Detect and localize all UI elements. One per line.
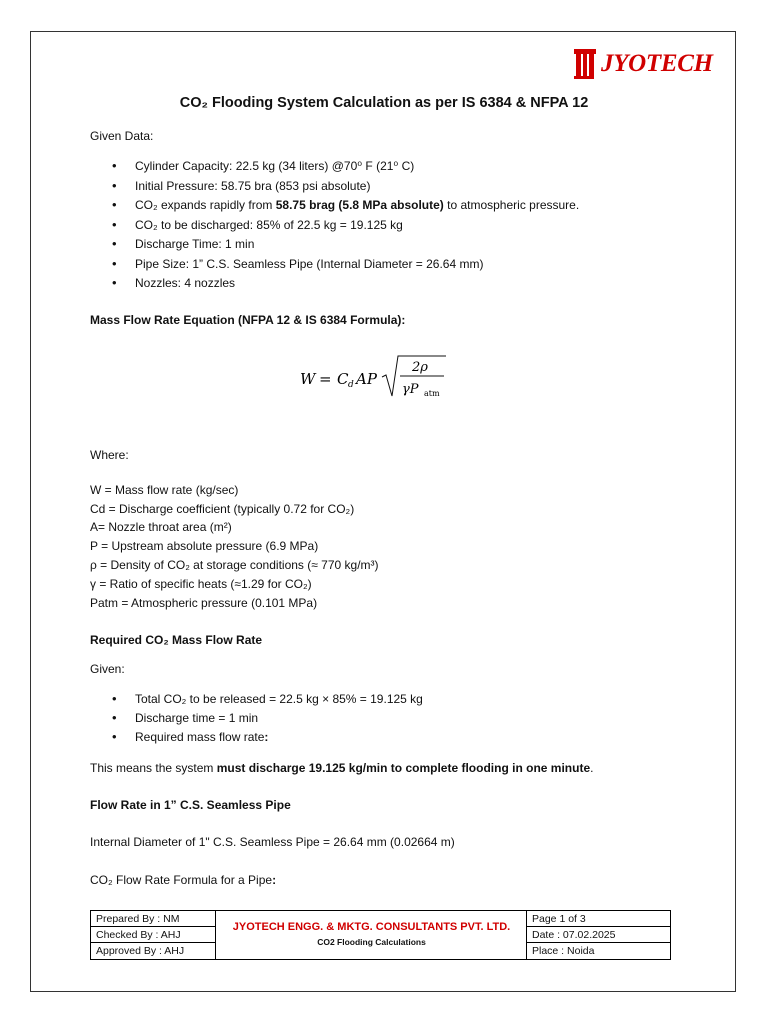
formula-numerator: 2ρ bbox=[412, 360, 428, 375]
list-item: • CO₂ to be discharged: 85% of 22.5 kg = 19.125 kg bbox=[110, 217, 579, 233]
footer-checked-by: Checked By : AHJ bbox=[96, 929, 181, 941]
definition-p: P = Upstream absolute pressure (6.9 MPa) bbox=[90, 539, 319, 553]
formula-lhs: W bbox=[300, 370, 316, 388]
definition-rho: ρ = Density of CO₂ at storage conditions (≈ 770 kg/m³) bbox=[90, 558, 379, 572]
list-item: • Initial Pressure: 58.75 bra (853 psi absolute) bbox=[110, 178, 579, 194]
definition-cd: Cd = Discharge coefficient (typically 0.72 for CO₂) bbox=[90, 502, 355, 516]
page-title: CO₂ Flooding System Calculation as per IS 6384 & NFPA 12 bbox=[179, 95, 589, 111]
footer-approved-by: Approved By : AHJ bbox=[96, 945, 185, 957]
footer-company-name: JYOTECH ENGG. & MKTG. CONSULTANTS PVT. LTD. bbox=[232, 921, 511, 933]
list-item: • Nozzles: 4 nozzles bbox=[110, 275, 579, 291]
means-statement: This means the system must discharge 19.125 kg/min to complete flooding in one minute. bbox=[90, 761, 594, 775]
definition-gamma: γ = Ratio of specific heats (≈1.29 for CO₂) bbox=[90, 577, 312, 591]
required-flow-heading: Required CO₂ Mass Flow Rate bbox=[90, 633, 263, 647]
formula-denominator: γP bbox=[402, 382, 419, 397]
footer-page-number: Page 1 of 3 bbox=[532, 913, 586, 925]
where-label: Where: bbox=[90, 448, 129, 462]
jyotech-logo-icon bbox=[573, 47, 597, 81]
pipe-flow-heading: Flow Rate in 1” C.S. Seamless Pipe bbox=[90, 798, 291, 812]
definition-a: A= Nozzle throat area (m²) bbox=[90, 520, 232, 534]
formula-ap: AP bbox=[356, 370, 377, 388]
pipe-diameter-text: Internal Diameter of 1" C.S. Seamless Pipe = 26.64 mm (0.02664 m) bbox=[90, 835, 455, 849]
given-data-label: Given Data: bbox=[90, 129, 154, 143]
formula-cd: C bbox=[337, 370, 349, 388]
definition-w: W = Mass flow rate (kg/sec) bbox=[90, 483, 239, 497]
list-item: • Cylinder Capacity: 22.5 kg (34 liters) @70⁰ F (21⁰ C) bbox=[110, 158, 579, 174]
list-item: • Total CO₂ to be released = 22.5 kg × 85% = 19.125 kg bbox=[110, 691, 423, 707]
list-item: • CO₂ expands rapidly from 58.75 brag (5.8 MPa absolute) to atmospheric pressure. bbox=[110, 197, 579, 213]
list-item: • Pipe Size: 1” C.S. Seamless Pipe (Internal Diameter = 26.64 mm) bbox=[110, 256, 579, 272]
formula-denominator-sub: atm bbox=[424, 389, 440, 398]
mass-flow-formula bbox=[296, 352, 456, 406]
definition-patm: Patm = Atmospheric pressure (0.101 MPa) bbox=[90, 596, 318, 610]
given-data-list bbox=[110, 158, 579, 291]
formula-cd-sub: d bbox=[348, 380, 354, 390]
list-item: • Required mass flow rate: bbox=[110, 729, 423, 745]
given-label: Given: bbox=[90, 662, 125, 676]
footer-table bbox=[90, 910, 671, 960]
footer-document-subtitle: CO2 Flooding Calculations bbox=[317, 937, 426, 947]
required-items-list bbox=[110, 691, 423, 745]
logo-brand-text: JYOTECH bbox=[601, 50, 713, 77]
mass-flow-heading: Mass Flow Rate Equation (NFPA 12 & IS 6384 Formula): bbox=[90, 313, 406, 327]
footer-date: Date : 07.02.2025 bbox=[532, 929, 616, 941]
list-item: • Discharge time = 1 min bbox=[110, 710, 423, 726]
company-logo bbox=[573, 44, 713, 84]
list-item: • Discharge Time: 1 min bbox=[110, 236, 579, 252]
footer-prepared-by: Prepared By : NM bbox=[96, 913, 180, 925]
footer-place: Place : Noida bbox=[532, 945, 595, 957]
pipe-formula-label: CO₂ Flow Rate Formula for a Pipe: bbox=[90, 873, 277, 887]
formula-equals: = bbox=[319, 370, 332, 388]
